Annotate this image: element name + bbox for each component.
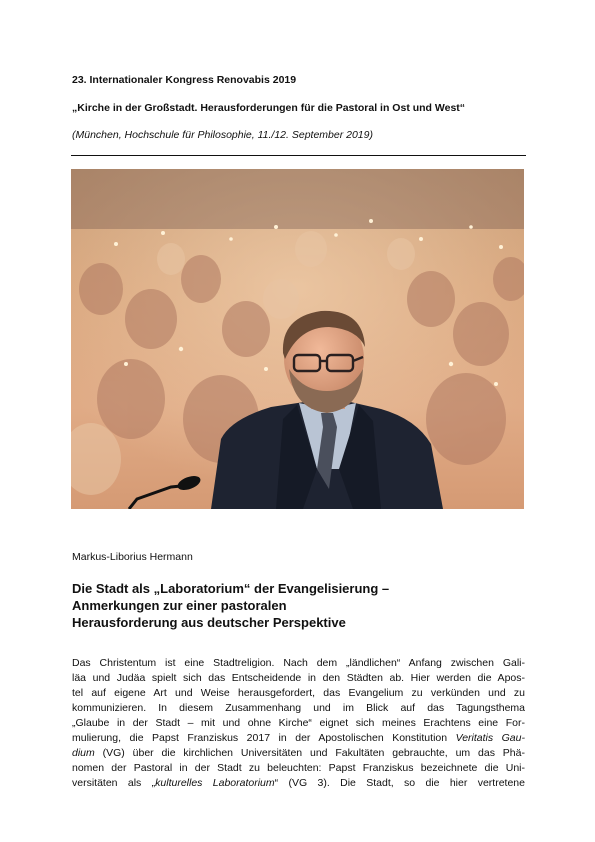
body-line: kommunizieren. In diesem Zusammenhang und im Blick auf das Tagungsthema [72, 702, 525, 714]
speaker-photo [71, 169, 524, 509]
body-line: nomen der Pastoral in der Stadt zu beleuchten: Papst Franziskus bezeichnete die Uni- [72, 762, 525, 774]
title-line: Herausforderung aus deutscher Perspektive [72, 615, 346, 630]
congress-venue: (München, Hochschule für Philosophie, 11./12. September 2019) [72, 129, 373, 141]
title-line: Die Stadt als „Laboratorium“ der Evangelisierung – [72, 581, 390, 596]
body-text-run: mulierung, die Papst Franziskus 2017 in der Apostolischen Konstitution [72, 732, 456, 744]
body-line [72, 746, 525, 761]
article-title [72, 580, 389, 631]
body-text-run: (VG) über die kirchlichen Universitäten und Fakultäten gebrauchte, um das Phä- [94, 747, 525, 759]
header-rule [71, 155, 526, 156]
body-text-italic: Veritatis Gau- [455, 732, 525, 744]
body-line [72, 731, 525, 746]
congress-theme: „Kirche in der Großstadt. Herausforderungen für die Pastoral in Ost und West“ [72, 102, 466, 114]
body-text-italic: dium [72, 747, 95, 759]
body-line: Das Christentum ist eine Stadtreligion. Nach dem „ländlichen“ Anfang zwischen Gali- [72, 657, 525, 669]
body-line: tel auf eigene Art und Weise herausgefordert, das Evangelium zu verkünden und zu [72, 687, 525, 699]
body-text-run: “ (VG 3). Die Stadt, so die hier vertretene [274, 777, 525, 789]
title-line: Anmerkungen zur einer pastoralen [72, 598, 287, 613]
body-line: „Glaube in der Stadt – mit und ohne Kirche“ eignet sich meines Erachtens eine For- [72, 717, 525, 729]
congress-title: 23. Internationaler Kongress Renovabis 2019 [72, 74, 297, 86]
body-text-run: versitäten als „ [72, 777, 156, 789]
body-text [72, 656, 525, 791]
author-name: Markus-Liborius Hermann [72, 551, 193, 563]
body-text-italic: kulturelles Laboratorium [155, 777, 275, 789]
body-line [72, 776, 525, 791]
body-line: läa und Judäa spielt sich das Entscheidende in den Städten ab. Hier werden die Apos- [72, 672, 525, 684]
